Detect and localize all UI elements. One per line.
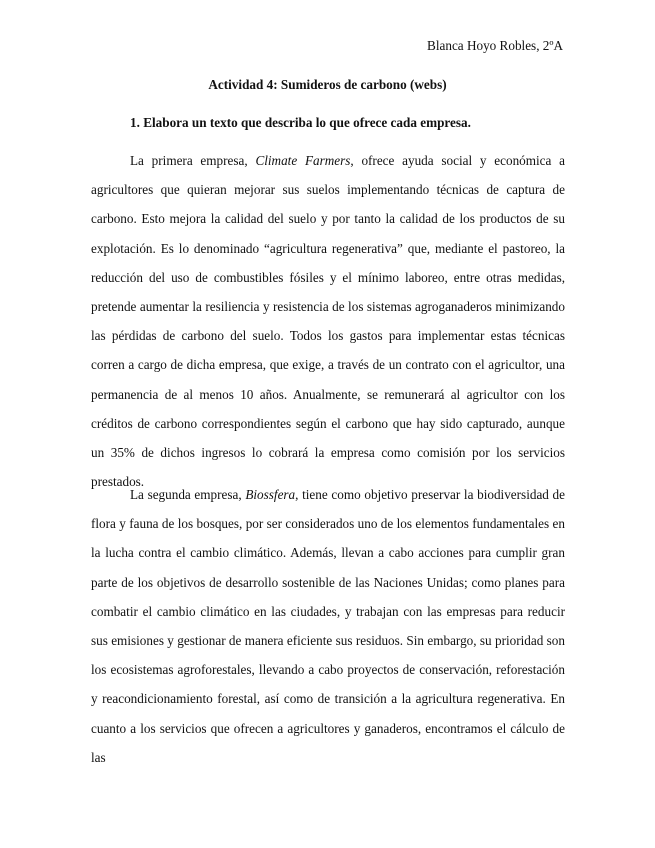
paragraph-biossfera xyxy=(91,480,565,772)
question-heading: 1. Elabora un texto que describa lo que ofrece cada empresa. xyxy=(130,115,471,130)
company-name: Biossfera xyxy=(245,487,296,502)
paragraph-text: La primera empresa, xyxy=(130,153,256,168)
document-title: Actividad 4: Sumideros de carbono (webs) xyxy=(208,77,447,92)
author-header: Blanca Hoyo Robles, 2ºA xyxy=(427,38,563,53)
company-name: Climate Farmers xyxy=(255,153,351,168)
paragraph-text: La segunda empresa, xyxy=(130,487,246,502)
paragraph-climate-farmers xyxy=(91,146,565,496)
paragraph-text: , tiene como objetivo preservar la biodiversidad de flora y fauna de los bosques, por ser considerados uno de los elementos fundamentales en la lucha contra el cambio climático. Además, llevan a cabo acciones para cumplir gran parte de los objetivos de desarrollo sostenible de las Naciones Unidas; como planes para combatir el cambio climático en las ciudades, y trabajan con las empresas para reducir sus emisiones y gestionar de manera eficiente sus residuos. Sin embargo, su prioridad son los ecosistemas agroforestales, llevando a cabo proyectos de conservación, reforestación y reacondicionamiento forestal, así como de transición a la agricultura regenerativa. En cuanto a los servicios que ofrecen a agricultores y ganaderos, encontramos el cálculo de las xyxy=(91,487,565,765)
paragraph-text: , ofrece ayuda social y económica a agricultores que quieran mejorar sus suelos implementando técnicas de captura de carbono. Esto mejora la calidad del suelo y por tanto la calidad de los productos de su explotación. Es lo denominado “agricultura regenerativa” que, mediante el pastoreo, la reducción del uso de combustibles fósiles y el mínimo laboreo, entre otras medidas, pretende aumentar la resiliencia y resistencia de los sistemas agroganaderos minimizando las pérdidas de carbono del suelo. Todos los gastos para implementar estas técnicas corren a cargo de dicha empresa, que exige, a través de un contrato con el agricultor, una permanencia de al menos 10 años. Anualmente, se remunerará al agricultor con los créditos de carbono correspondientes según el carbono que hay sido capturado, aunque un 35% de dichos ingresos lo cobrará la empresa como comisión por los servicios prestados. xyxy=(91,153,566,490)
